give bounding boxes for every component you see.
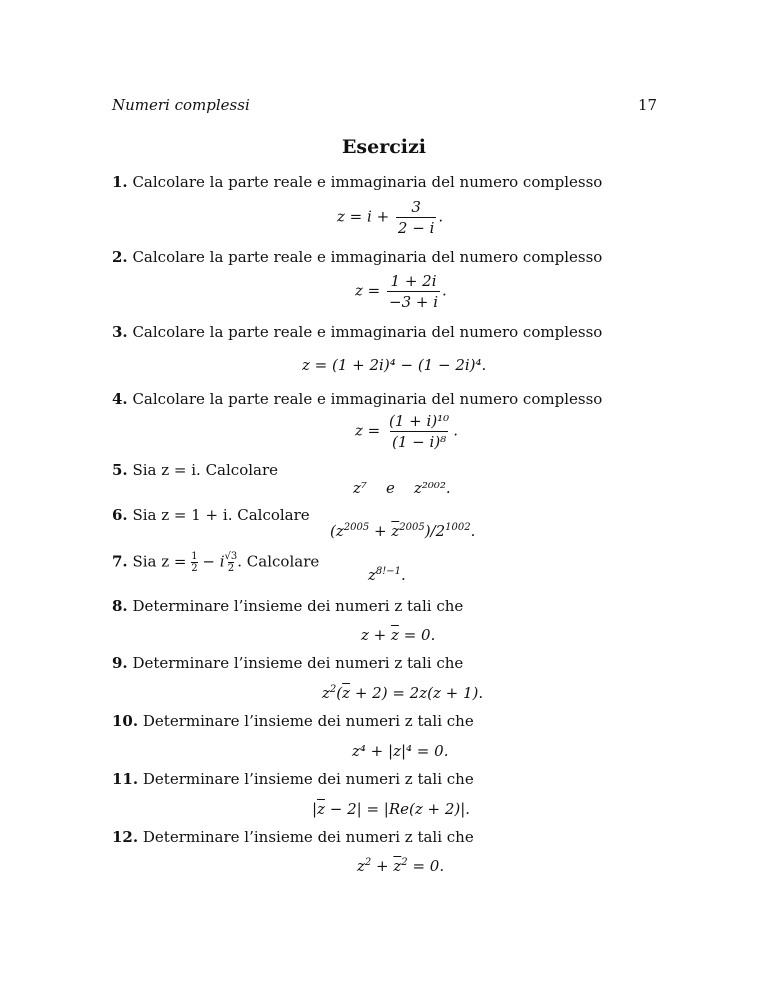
fraction (387, 412, 451, 451)
numerator: (1 + i)¹⁰ (389, 412, 450, 430)
exercise-5 (112, 461, 278, 479)
exercise-number: 2. (112, 248, 128, 266)
formula-9 (322, 684, 483, 702)
formula-end: . (438, 207, 444, 226)
formula-part: (z (330, 522, 344, 540)
conjugate-z: $\overline{z}$ (393, 857, 402, 875)
formula-part: + (369, 522, 392, 540)
exercise-12 (112, 828, 474, 846)
formula-10: z⁴ + |z|⁴ = 0. (352, 742, 449, 760)
formula-part: | (312, 800, 318, 818)
exercise-9 (112, 654, 463, 672)
exponent: 8!−1 (375, 566, 402, 577)
fraction (387, 272, 440, 311)
exercise-number: 7. (112, 552, 128, 571)
exercise-text: . Calcolare (237, 552, 320, 571)
exercise-number: 6. (112, 506, 128, 524)
exercise-6 (112, 506, 310, 524)
exercise-text: Sia z = 1 + i. Calcolare (132, 506, 310, 524)
exercise-text: Determinare l’insieme dei numeri z tali che (142, 712, 474, 730)
exercise-text: Determinare l’insieme dei numeri z tali che (132, 597, 464, 615)
exercise-text: Sia z = i. Calcolare (132, 461, 279, 479)
exercise-4 (112, 390, 602, 408)
exercise-number: 11. (112, 770, 139, 788)
conjugate-z: $\overline{z}$ (391, 626, 399, 644)
conjugate-z: $\overline{z}$ (391, 522, 400, 540)
exercise-number: 5. (112, 461, 128, 479)
exercise-number: 9. (112, 654, 128, 672)
formula-part: + (371, 857, 394, 875)
formula-part: )/2 (424, 522, 446, 540)
fraction-sqrt3-half (225, 551, 238, 574)
formula-lhs: z = i + (337, 207, 394, 226)
numerator: 1 (191, 551, 198, 562)
exercise-number: 12. (112, 828, 139, 846)
section-title: Esercizi (341, 136, 427, 158)
numerator: 3 (411, 198, 421, 216)
exercise-1 (112, 173, 602, 191)
formula-1 (337, 198, 443, 237)
exercise-3 (112, 323, 602, 341)
exponent: 1002 (445, 522, 471, 533)
exercise-text: Calcolare la parte reale e immaginaria del numero complesso (132, 248, 603, 266)
formula-11 (312, 800, 470, 818)
formula-part: − 2| = |Re(z + 2)|. (324, 800, 471, 818)
exercise-text: Determinare l’insieme dei numeri z tali che (132, 654, 464, 672)
exercise-number: 4. (112, 390, 128, 408)
page-number: 17 (638, 96, 658, 114)
exercise-text: Calcolare la parte reale e immaginaria del numero complesso (132, 173, 603, 191)
formula-part: . (401, 566, 406, 584)
formula-8 (361, 626, 435, 644)
exercise-number: 10. (112, 712, 139, 730)
fraction (396, 198, 436, 237)
formula-part: z (322, 684, 330, 702)
exercise-text: Determinare l’insieme dei numeri z tali che (142, 828, 474, 846)
denominator: 2 − i (397, 219, 435, 237)
formula-part: z (357, 857, 365, 875)
formula-2 (355, 272, 447, 311)
formula-part: = 0. (398, 626, 436, 644)
formula-part: . (470, 522, 476, 540)
exercise-number: 3. (112, 323, 128, 341)
formula-part: ( (336, 684, 343, 702)
exercise-11 (112, 770, 474, 788)
formula-6 (330, 522, 475, 540)
running-header: Numeri complessi (112, 96, 250, 114)
formula-part: z (368, 566, 376, 584)
exercise-text: Calcolare la parte reale e immaginaria del numero complesso (132, 323, 603, 341)
formula-end: . (453, 421, 458, 440)
exponent: 2005 (399, 522, 425, 533)
exercise-number: 1. (112, 173, 128, 191)
conjugate-z: $\overline{z}$ (317, 800, 325, 818)
exercise-text: Calcolare la parte reale e immaginaria del numero complesso (132, 390, 603, 408)
denominator: 2 (227, 563, 235, 574)
formula-7 (368, 566, 406, 584)
exercise-8 (112, 597, 463, 615)
formula-part: z + (361, 626, 392, 644)
formula-part: = 0. (407, 857, 445, 875)
formula-12 (357, 857, 444, 875)
conjugate-z: $\overline{z}$ (342, 684, 351, 702)
numerator: 1 + 2i (390, 272, 437, 290)
exponent: 2 (364, 857, 372, 868)
formula-part: − i (197, 552, 225, 571)
exercise-text: Sia z = (132, 552, 192, 571)
formula-lhs: z = (355, 421, 386, 440)
formula-3: z = (1 + 2i)⁴ − (1 − 2i)⁴. (302, 356, 487, 374)
formula-end: . (442, 281, 447, 300)
denominator: 2 (191, 563, 198, 574)
exercise-10 (112, 712, 474, 730)
exponent: 2 (401, 857, 408, 868)
denominator: −3 + i (389, 293, 439, 311)
exercise-2 (112, 248, 602, 266)
formula-5: z⁷ e z²⁰⁰². (353, 479, 451, 497)
exercise-number: 8. (112, 597, 128, 615)
formula-part: + 2) = 2z(z + 1). (350, 684, 484, 702)
denominator: (1 − i)⁸ (392, 433, 447, 451)
exercise-7 (112, 551, 319, 574)
exponent: 2005 (343, 522, 370, 533)
formula-lhs: z = (355, 281, 386, 300)
numerator: √3 (224, 551, 238, 562)
formula-4 (355, 412, 458, 451)
exponent: 2 (329, 684, 337, 695)
exercise-text: Determinare l’insieme dei numeri z tali che (142, 770, 474, 788)
